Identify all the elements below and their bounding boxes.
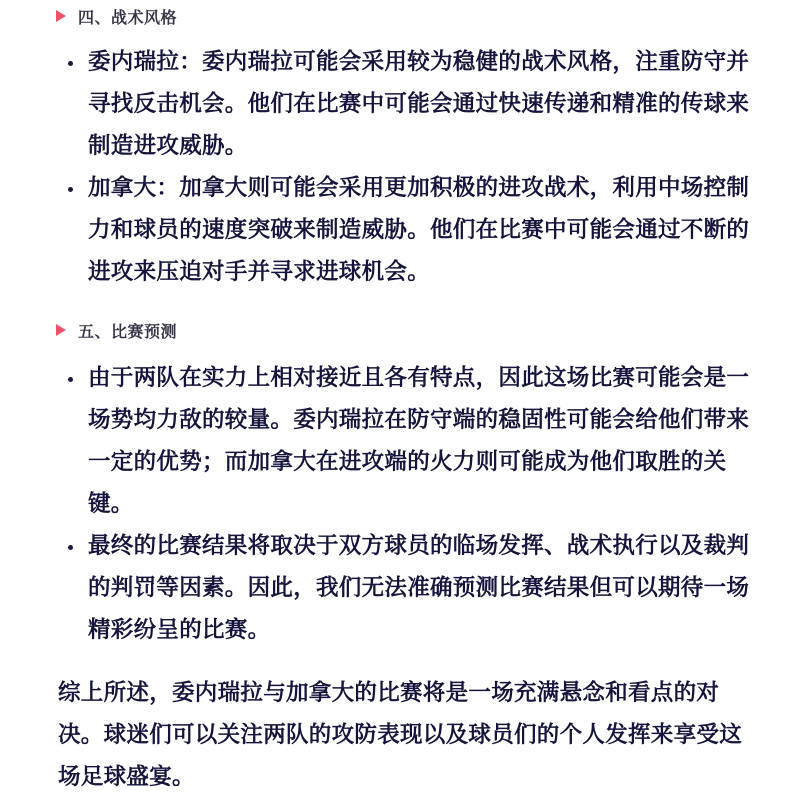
bullet-dot-icon — [68, 61, 73, 66]
list-item — [60, 41, 760, 167]
summary-paragraph: 综上所述，委内瑞拉与加拿大的比赛将是一场充满悬念和看点的对决。球迷们可以关注两队的攻防表现以及球员们的个人发挥来享受这场足球盛宴。 — [58, 680, 743, 790]
section-heading-tactics — [56, 2, 177, 30]
list-item — [60, 167, 760, 293]
list-item-text: 最终的比赛结果将取决于双方球员的临场发挥、战术执行以及裁判的判罚等因素。因此，我们无法准确预测比赛结果但可以期待一场精彩纷呈的比赛。 — [88, 533, 750, 643]
triangle-marker-icon — [56, 10, 66, 22]
tactics-list — [60, 41, 760, 293]
list-item — [60, 525, 760, 651]
bullet-dot-icon — [68, 545, 73, 550]
bullet-dot-icon — [68, 187, 73, 192]
prediction-list — [60, 357, 760, 651]
triangle-marker-icon — [56, 324, 66, 336]
list-item-text: 加拿大：加拿大则可能会采用更加积极的进攻战术，利用中场控制力和球员的速度突破来制造威胁。他们在比赛中可能会通过不断的进攻来压迫对手并寻求进球机会。 — [88, 175, 750, 285]
section-title: 四、战术风格 — [78, 7, 178, 27]
section-heading-prediction — [56, 316, 177, 344]
section-title: 五、比赛预测 — [78, 321, 178, 341]
list-item-text: 委内瑞拉：委内瑞拉可能会采用较为稳健的战术风格，注重防守并寻找反击机会。他们在比赛中可能会通过快速传递和精准的传球来制造进攻威胁。 — [88, 49, 750, 159]
list-item — [60, 357, 760, 525]
list-item-text: 由于两队在实力上相对接近且各有特点，因此这场比赛可能会是一场势均力敌的较量。委内瑞拉在防守端的稳固性可能会给他们带来一定的优势；而加拿大在进攻端的火力则可能成为他们取胜的关键。 — [88, 365, 750, 517]
bullet-dot-icon — [68, 377, 73, 382]
